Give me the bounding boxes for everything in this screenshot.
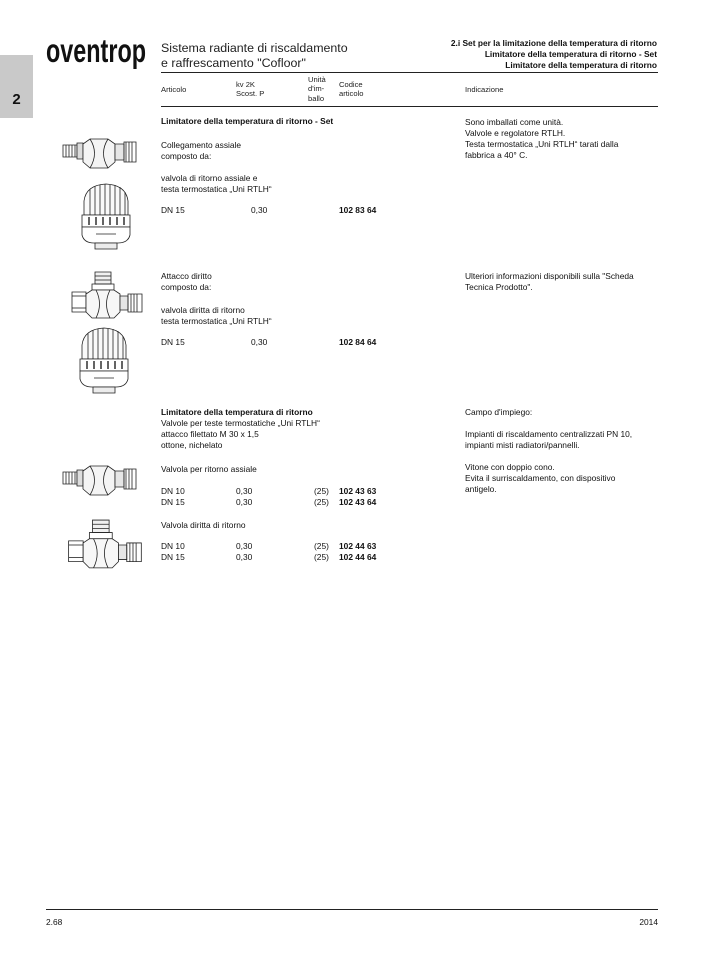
section-tab [0, 55, 33, 118]
col-articolo: Articolo [161, 85, 187, 94]
header-rule [161, 72, 658, 73]
sub2-row2-code: 102 44 64 [339, 552, 377, 562]
s2-ind-line-3: Impianti di riscaldamento centralizzati PN 10, [465, 429, 633, 439]
sub1-label: Valvola per ritorno assiale [161, 464, 257, 474]
section-tab-number: 2 [12, 91, 21, 108]
s2-ind-spacer-2 [465, 451, 632, 462]
col-unita-line-1: Unità [308, 75, 326, 84]
s2-ind-line-4: impianti misti radiatori/pannelli. [465, 440, 580, 450]
sub2-row1-unit: (25) [314, 541, 329, 551]
sub2-row2-kv: 0,30 [236, 552, 253, 562]
item1-parts [161, 173, 272, 195]
columns-rule [161, 106, 658, 107]
s2-ind-line-7: Evita il surriscaldamento, con dispositivo [465, 473, 616, 483]
sub1-row2-unit: (25) [314, 497, 329, 507]
col-indicazione: Indicazione [465, 85, 504, 94]
thermostatic-head-illustration [80, 181, 132, 251]
item2-kv: 0,30 [251, 337, 268, 347]
logo-text: oventrop [46, 32, 146, 69]
section-subtitle [451, 38, 657, 71]
section2-indicazione [465, 407, 632, 495]
section2-desc-line-3: ottone, nichelato [161, 440, 223, 450]
item2-desc-line-1: Attacco diritto [161, 271, 212, 281]
item1-ind-line-3: Testa termostatica „Uni RTLH“ tarati dalla [465, 139, 619, 149]
item1-desc-line-1: Collegamento assiale [161, 140, 242, 150]
footer-rule [46, 909, 658, 910]
s2-ind-line-1: Campo d'impiego: [465, 407, 533, 417]
item1-ind-line-4: fabbrica a 40° C. [465, 150, 528, 160]
item2-parts-line-2: testa termostatica „Uni RTLH“ [161, 316, 272, 326]
section2-heading: Limitatore della temperatura di ritorno [161, 407, 313, 417]
footer-year: 2014 [639, 917, 658, 927]
item1-indicazione [465, 117, 618, 161]
sub2-row1-dn: DN 10 [161, 541, 185, 551]
item1-dn: DN 15 [161, 205, 185, 215]
item1-ind-line-2: Valvole e regolatore RTLH. [465, 128, 566, 138]
subtitle-line-2: Limitatore della temperatura di ritorno - Set [484, 49, 657, 59]
section2-header [161, 407, 320, 451]
item2-ind-line-2: Tecnica Prodotto". [465, 282, 533, 292]
col-codice-line-1: Codice [339, 80, 363, 89]
section1-heading: Limitatore della temperatura di ritorno - Set [161, 116, 334, 126]
sub1-row1-kv: 0,30 [236, 486, 253, 496]
subtitle-line-3: Limitatore della temperatura di ritorno [505, 60, 657, 70]
sub2-row2-dn: DN 15 [161, 552, 185, 562]
sub2-row1-code: 102 44 63 [339, 541, 377, 551]
item1-ind-line-1: Sono imballati come unità. [465, 117, 564, 127]
col-kv-line-2: Scost. P [236, 89, 265, 99]
s2-ind-line-8: antigelo. [465, 484, 497, 494]
col-unita [308, 75, 326, 103]
col-kv-line-1: kv 2K [236, 80, 255, 89]
sub1-row2-dn: DN 15 [161, 497, 185, 507]
sub1-row1-unit: (25) [314, 486, 329, 496]
section2-desc-line-1: Valvole per teste termostatiche „Uni RTLH“ [161, 418, 320, 428]
sub2-label: Valvola diritta di ritorno [161, 520, 246, 530]
straight-return-valve-illustration-2 [64, 518, 148, 572]
oventrop-logo [46, 32, 146, 69]
section2-desc-line-2: attacco filettato M 30 x 1,5 [161, 429, 259, 439]
item1-parts-line-1: valvola di ritorno assiale e [161, 173, 258, 183]
col-codice-line-2: articolo [339, 89, 364, 99]
sub1-row1-dn: DN 10 [161, 486, 185, 496]
page-number: 2.68 [46, 917, 63, 927]
item2-indicazione [465, 271, 634, 293]
s2-ind-line-6: Vitone con doppio cono. [465, 462, 555, 472]
item1-parts-line-2: testa termostatica „Uni RTLH“ [161, 184, 272, 194]
item2-parts-line-1: valvola diritta di ritorno [161, 305, 245, 315]
item1-kv: 0,30 [251, 205, 268, 215]
thermostatic-head-illustration-2 [78, 325, 130, 395]
axial-return-valve-illustration [60, 133, 138, 173]
col-unita-line-2: d'im- [308, 84, 325, 94]
item2-description [161, 271, 212, 293]
page-title [161, 41, 348, 71]
item1-code: 102 83 64 [339, 205, 377, 215]
title-line-2: e raffrescamento "Cofloor" [161, 56, 306, 70]
sub1-row2-kv: 0,30 [236, 497, 253, 507]
straight-return-valve-illustration [68, 270, 148, 322]
item2-dn: DN 15 [161, 337, 185, 347]
item2-parts [161, 305, 272, 327]
item2-desc-line-2: composto da: [161, 282, 212, 292]
item2-ind-line-1: Ulteriori informazioni disponibili sulla "Scheda [465, 271, 634, 281]
s2-ind-spacer-1 [465, 418, 632, 429]
sub2-row1-kv: 0,30 [236, 541, 253, 551]
col-kv [236, 80, 264, 99]
item1-description [161, 140, 241, 162]
col-unita-line-3: ballo [308, 93, 325, 103]
sub1-row1-code: 102 43 63 [339, 486, 377, 496]
sub1-row2-code: 102 43 64 [339, 497, 377, 507]
item1-desc-line-2: composto da: [161, 151, 212, 161]
title-line-1: Sistema radiante di riscaldamento [161, 41, 348, 55]
col-codice [339, 80, 363, 99]
subtitle-line-1: 2.i Set per la limitazione della temperatura di ritorno [450, 38, 657, 48]
sub2-row2-unit: (25) [314, 552, 329, 562]
item2-code: 102 84 64 [339, 337, 377, 347]
axial-return-valve-illustration-2 [60, 460, 138, 500]
